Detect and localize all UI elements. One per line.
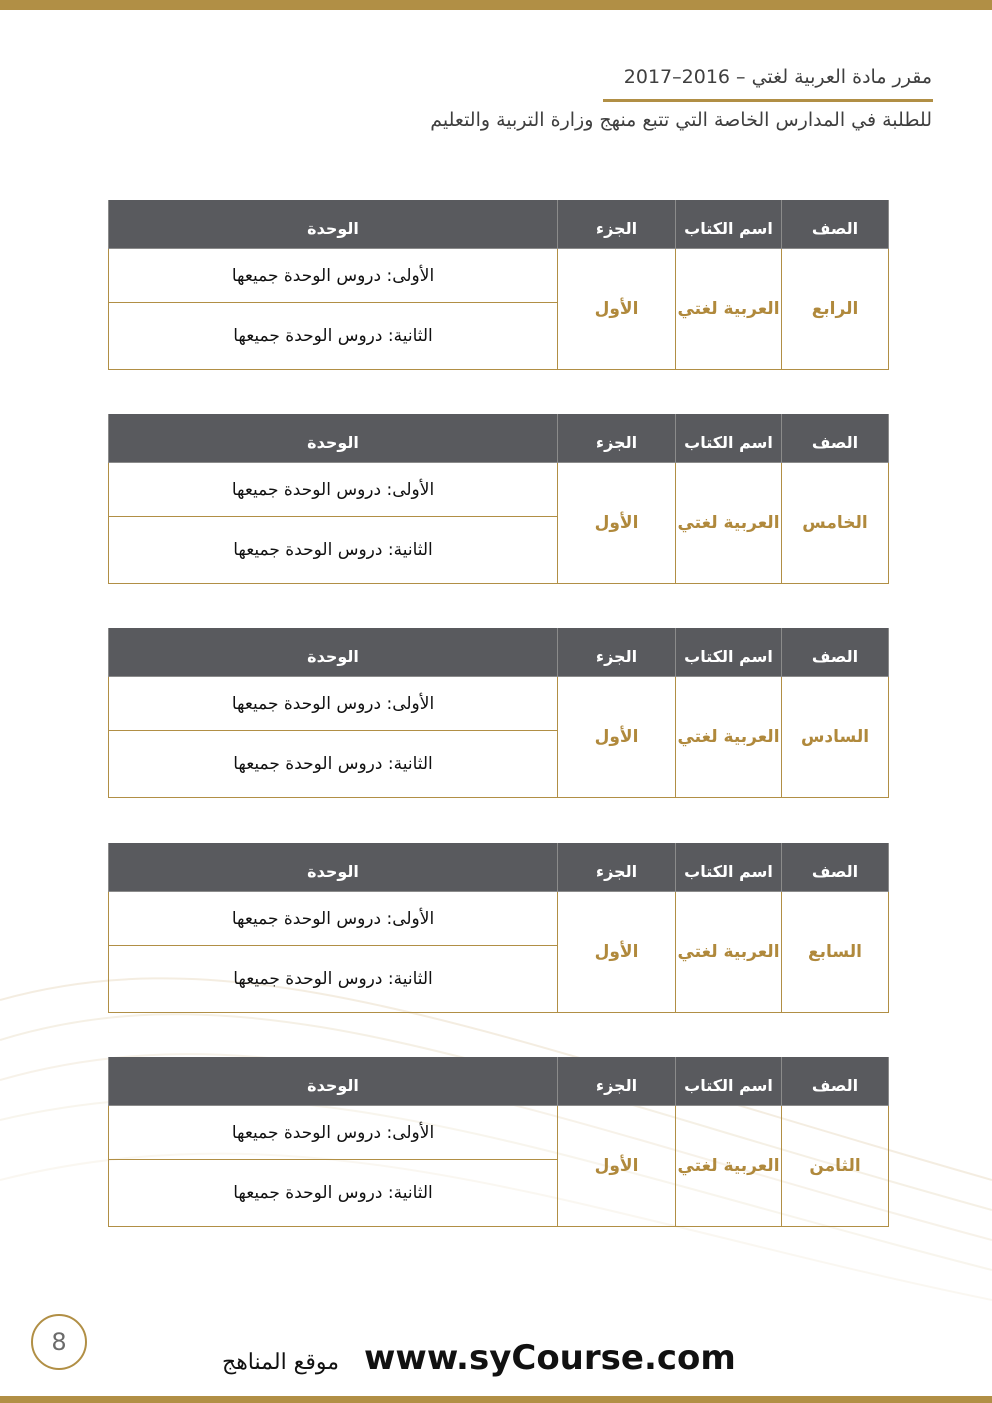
unit-cell: الأولى: دروس الوحدة جميعها [109, 892, 558, 946]
unit-cell: الأولى: دروس الوحدة جميعها [109, 249, 558, 303]
bottom-gold-bar [0, 1396, 992, 1403]
book-cell: العربية لغتي [676, 677, 782, 798]
curriculum-table [108, 628, 889, 798]
grade-header: الصف [782, 843, 889, 892]
part-header: الجزء [558, 200, 676, 249]
grade-cell: الرابع [782, 249, 889, 370]
part-cell: الأول [558, 1106, 676, 1227]
unit-cell: الأولى: دروس الوحدة جميعها [109, 1106, 558, 1160]
curriculum-table [108, 1057, 889, 1227]
grade-header: الصف [782, 1057, 889, 1106]
curriculum-table [108, 843, 889, 1013]
part-header: الجزء [558, 843, 676, 892]
title-underline [603, 99, 933, 102]
unit-cell: الأولى: دروس الوحدة جميعها [109, 463, 558, 517]
document-title: مقرر مادة العربية لغتي – 2016–2017 [623, 66, 932, 88]
part-cell: الأول [558, 892, 676, 1013]
unit-cell: الثانية: دروس الوحدة جميعها [109, 731, 558, 798]
document-subtitle: للطلبة في المدارس الخاصة التي تتبع منهج وزارة التربية والتعليم [430, 109, 932, 131]
part-header: الجزء [558, 1057, 676, 1106]
book-header: اسم الكتاب [676, 200, 782, 249]
part-cell: الأول [558, 677, 676, 798]
unit-cell: الثانية: دروس الوحدة جميعها [109, 303, 558, 370]
book-header: اسم الكتاب [676, 628, 782, 677]
part-cell: الأول [558, 463, 676, 584]
curriculum-table [108, 414, 889, 584]
book-header: اسم الكتاب [676, 1057, 782, 1106]
grade-header: الصف [782, 628, 889, 677]
curriculum-table [108, 200, 889, 370]
part-header: الجزء [558, 628, 676, 677]
unit-cell: الثانية: دروس الوحدة جميعها [109, 1160, 558, 1227]
unit-header: الوحدة [109, 200, 558, 249]
grade-cell: السادس [782, 677, 889, 798]
book-header: اسم الكتاب [676, 414, 782, 463]
book-cell: العربية لغتي [676, 249, 782, 370]
grade-cell: الخامس [782, 463, 889, 584]
unit-cell: الأولى: دروس الوحدة جميعها [109, 677, 558, 731]
book-cell: العربية لغتي [676, 463, 782, 584]
part-cell: الأول [558, 249, 676, 370]
book-cell: العربية لغتي [676, 892, 782, 1013]
book-cell: العربية لغتي [676, 1106, 782, 1227]
grade-cell: السابع [782, 892, 889, 1013]
unit-cell: الثانية: دروس الوحدة جميعها [109, 946, 558, 1013]
unit-header: الوحدة [109, 843, 558, 892]
site-url[interactable]: www.syCourse.com [364, 1338, 736, 1378]
grade-cell: الثامن [782, 1106, 889, 1227]
unit-header: الوحدة [109, 414, 558, 463]
part-header: الجزء [558, 414, 676, 463]
grade-header: الصف [782, 414, 889, 463]
unit-cell: الثانية: دروس الوحدة جميعها [109, 517, 558, 584]
unit-header: الوحدة [109, 628, 558, 677]
book-header: اسم الكتاب [676, 843, 782, 892]
site-label: موقع المناهج [222, 1350, 340, 1375]
unit-header: الوحدة [109, 1057, 558, 1106]
grade-header: الصف [782, 200, 889, 249]
page-number: 8 [31, 1314, 87, 1370]
